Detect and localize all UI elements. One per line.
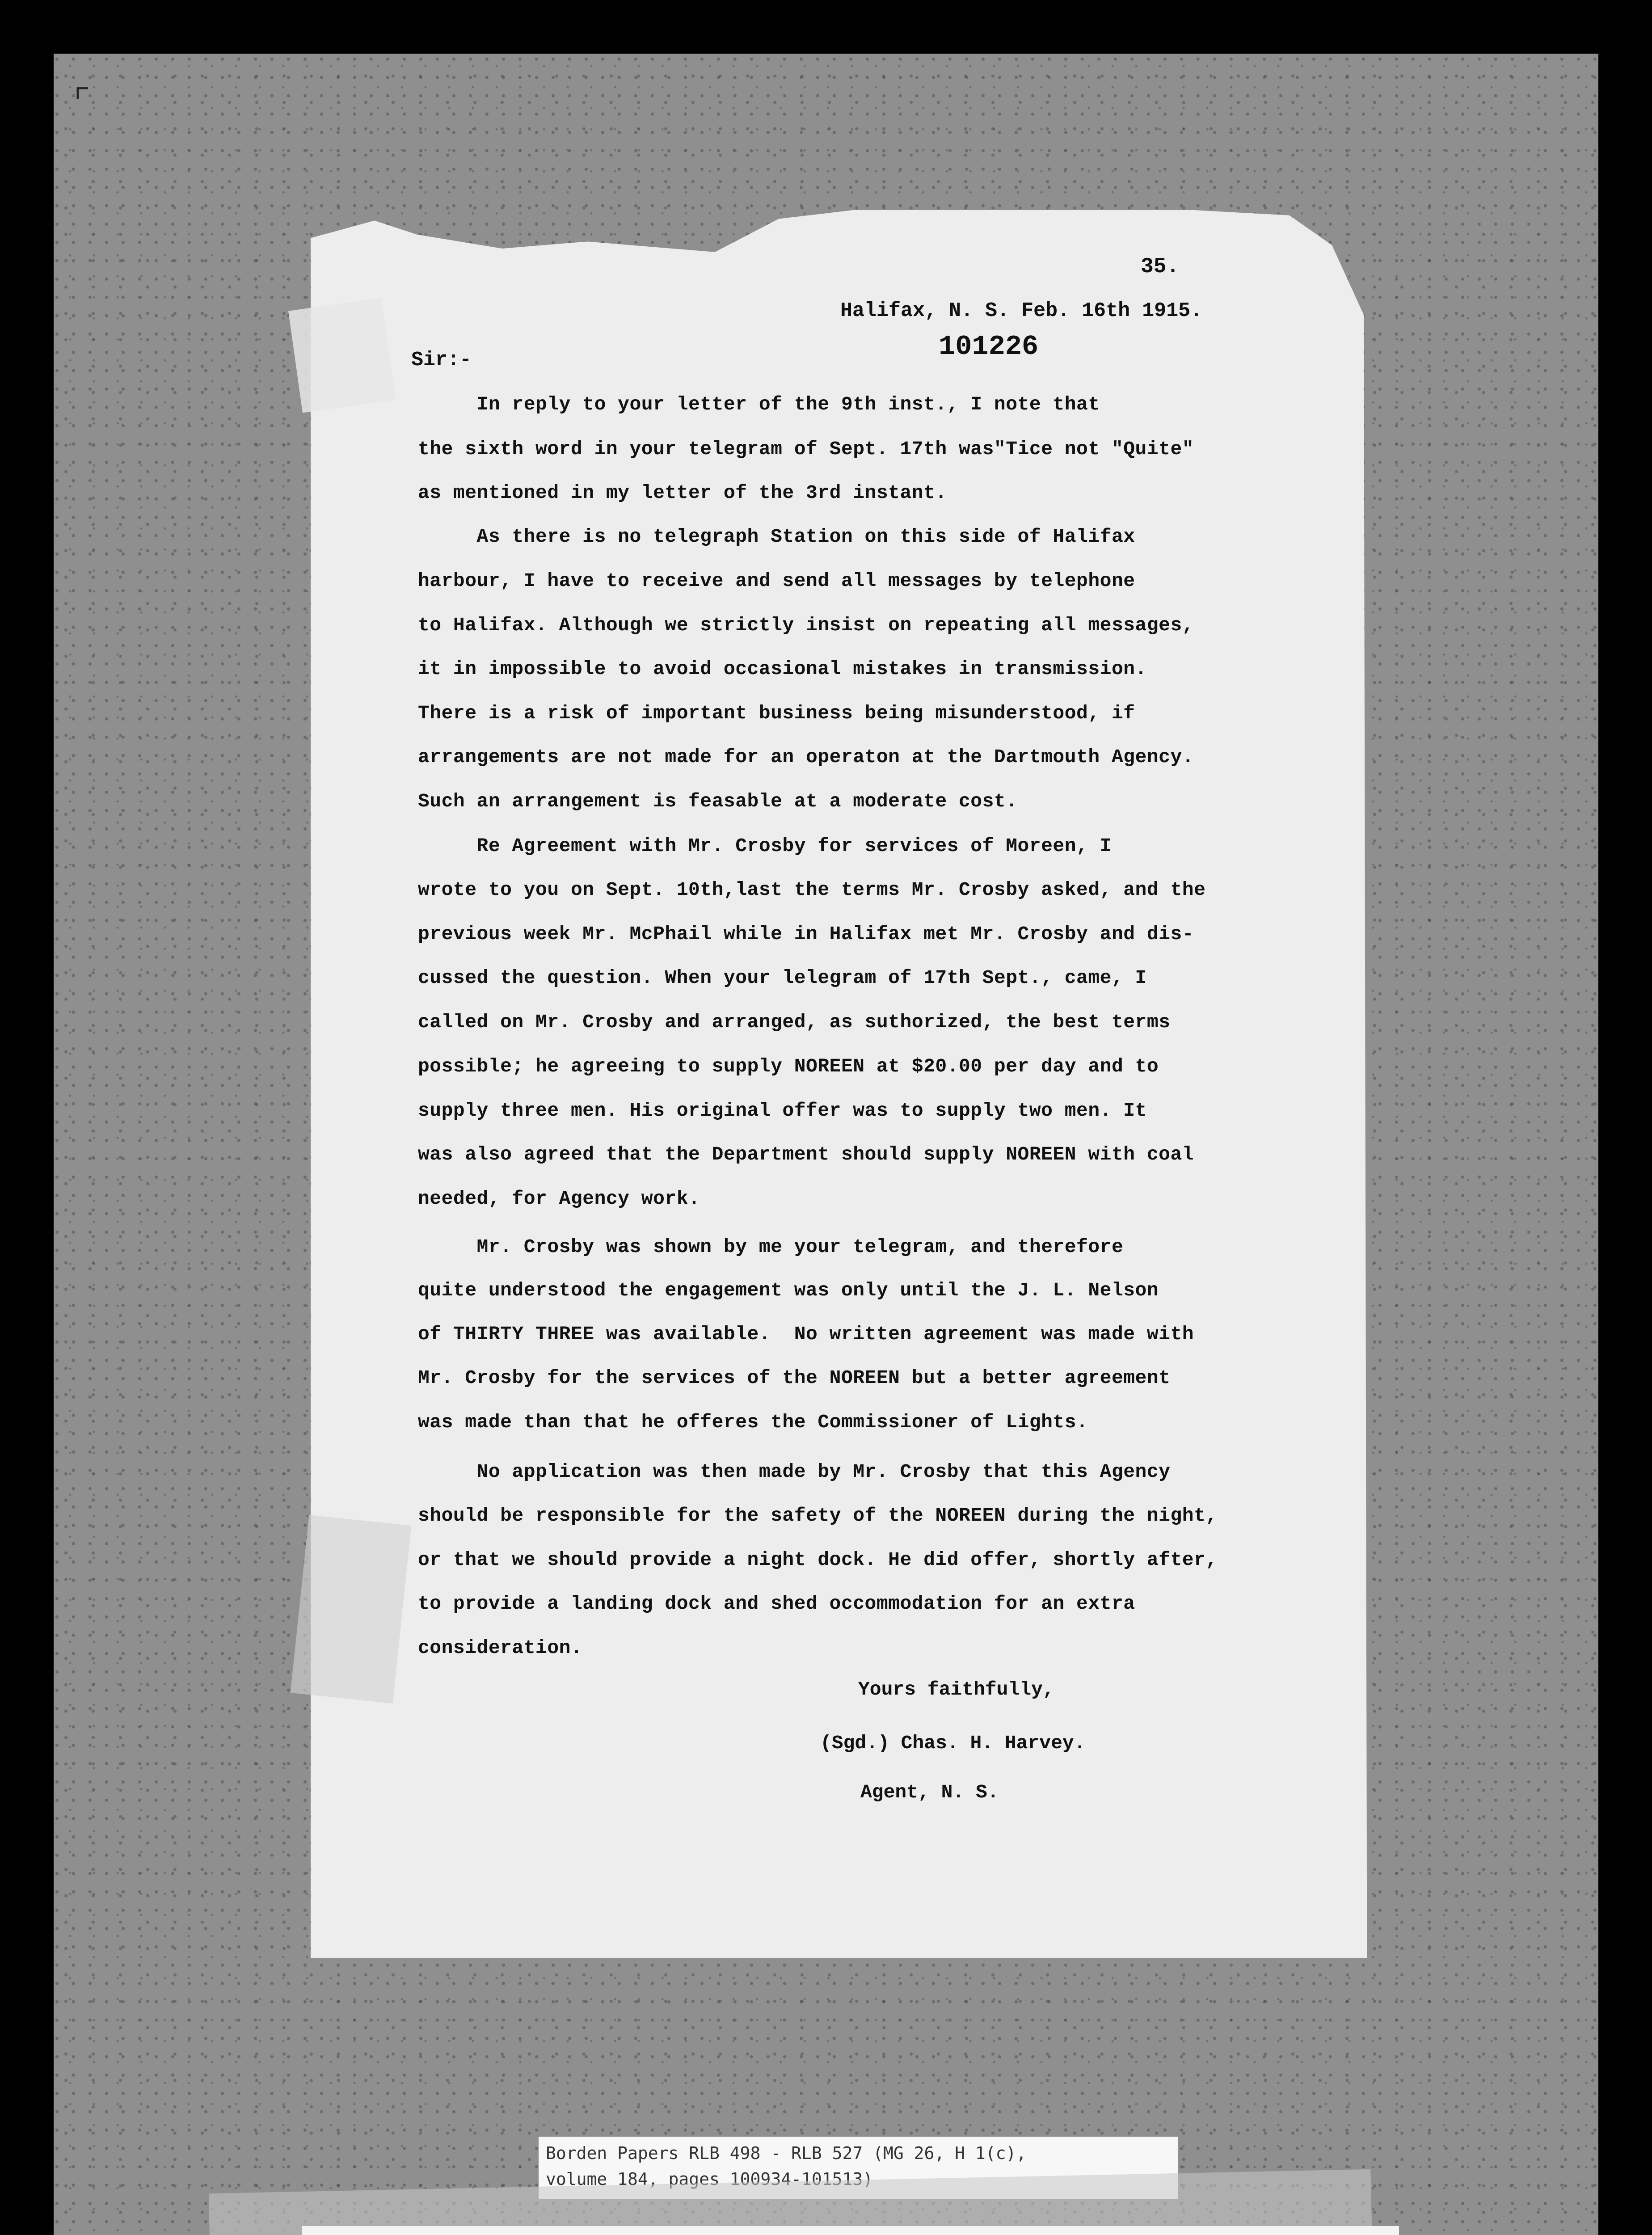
letter-line: possible; he agreeing to supply NOREEN at $20.00 per day and to (418, 1055, 1159, 1077)
letter-line: Mr. Crosby was shown by me your telegram, and therefore (418, 1236, 1124, 1258)
letter-line: was also agreed that the Department should supply NOREEN with coal (418, 1143, 1194, 1165)
signer-title: Agent, N. S. (860, 1781, 999, 1803)
page-number: 35. (1141, 255, 1180, 279)
reference-line: volume 184, pages 100934-101513) (546, 2169, 873, 2189)
letter-line: There is a risk of important business being misunderstood, if (418, 702, 1135, 724)
letter-signature: (Sgd.) Chas. H. Harvey. (820, 1732, 1086, 1754)
letter-line: Such an arrangement is feasable at a moderate cost. (418, 790, 1018, 812)
document-number: 101226 (939, 331, 1039, 363)
letter-line: called on Mr. Crosby and arranged, as suthorized, the best terms (418, 1011, 1171, 1033)
letter-line: Re Agreement with Mr. Crosby for services of Moreen, I (418, 835, 1112, 857)
letter-dateline: Halifax, N. S. Feb. 16th 1915. (840, 299, 1203, 322)
reference-line: Borden Papers RLB 498 - RLB 527 (MG 26, H 1(c), (546, 2143, 1027, 2163)
letter-line: the sixth word in your telegram of Sept. 17th was"Tice not "Quite" (418, 438, 1194, 460)
letter-line: or that we should provide a night dock. He did offer, shortly after, (418, 1549, 1218, 1571)
tape-piece (288, 298, 396, 413)
letter-line: No application was then made by Mr. Crosby that this Agency (418, 1461, 1171, 1483)
letter-line: harbour, I have to receive and send all messages by telephone (418, 570, 1135, 592)
letter-line: was made than that he offeres the Commissioner of Lights. (418, 1411, 1088, 1433)
letter-line: to Halifax. Although we strictly insist on repeating all messages, (418, 614, 1194, 636)
letter-line: previous week Mr. McPhail while in Halifax met Mr. Crosby and dis- (418, 923, 1194, 945)
archives-card (302, 2226, 1399, 2235)
letter-line: wrote to you on Sept. 10th,last the terms Mr. Crosby asked, and the (418, 879, 1206, 901)
tape-piece (291, 1515, 412, 1704)
letter-page (311, 210, 1374, 1958)
letter-closing: Yours faithfully, (858, 1678, 1054, 1700)
frame-corner-mark: ⌜ (72, 82, 93, 123)
letter-line: In reply to your letter of the 9th inst., I note that (418, 393, 1100, 415)
letter-line: to provide a landing dock and shed occommodation for an extra (418, 1593, 1135, 1615)
letter-line: arrangements are not made for an operaton at the Dartmouth Agency. (418, 746, 1194, 768)
letter-line: supply three men. His original offer was to supply two men. It (418, 1100, 1147, 1122)
letter-line: quite understood the engagement was only until the J. L. Nelson (418, 1279, 1159, 1301)
letter-line: Mr. Crosby for the services of the NOREEN but a better agreement (418, 1367, 1171, 1389)
letter-line: needed, for Agency work. (418, 1188, 700, 1210)
letter-line: As there is no telegraph Station on this side of Halifax (418, 526, 1135, 548)
letter-line: of THIRTY THREE was available. No written agreement was made with (418, 1323, 1194, 1345)
letter-line: should be responsible for the safety of the NOREEN during the night, (418, 1505, 1218, 1527)
letter-salutation: Sir:- (411, 349, 472, 371)
letter-line: cussed the question. When your lelegram of 17th Sept., came, I (418, 967, 1147, 989)
letter-line: it in impossible to avoid occasional mistakes in transmission. (418, 658, 1147, 680)
letter-line: as mentioned in my letter of the 3rd instant. (418, 482, 947, 504)
letter-line: consideration. (418, 1637, 583, 1659)
